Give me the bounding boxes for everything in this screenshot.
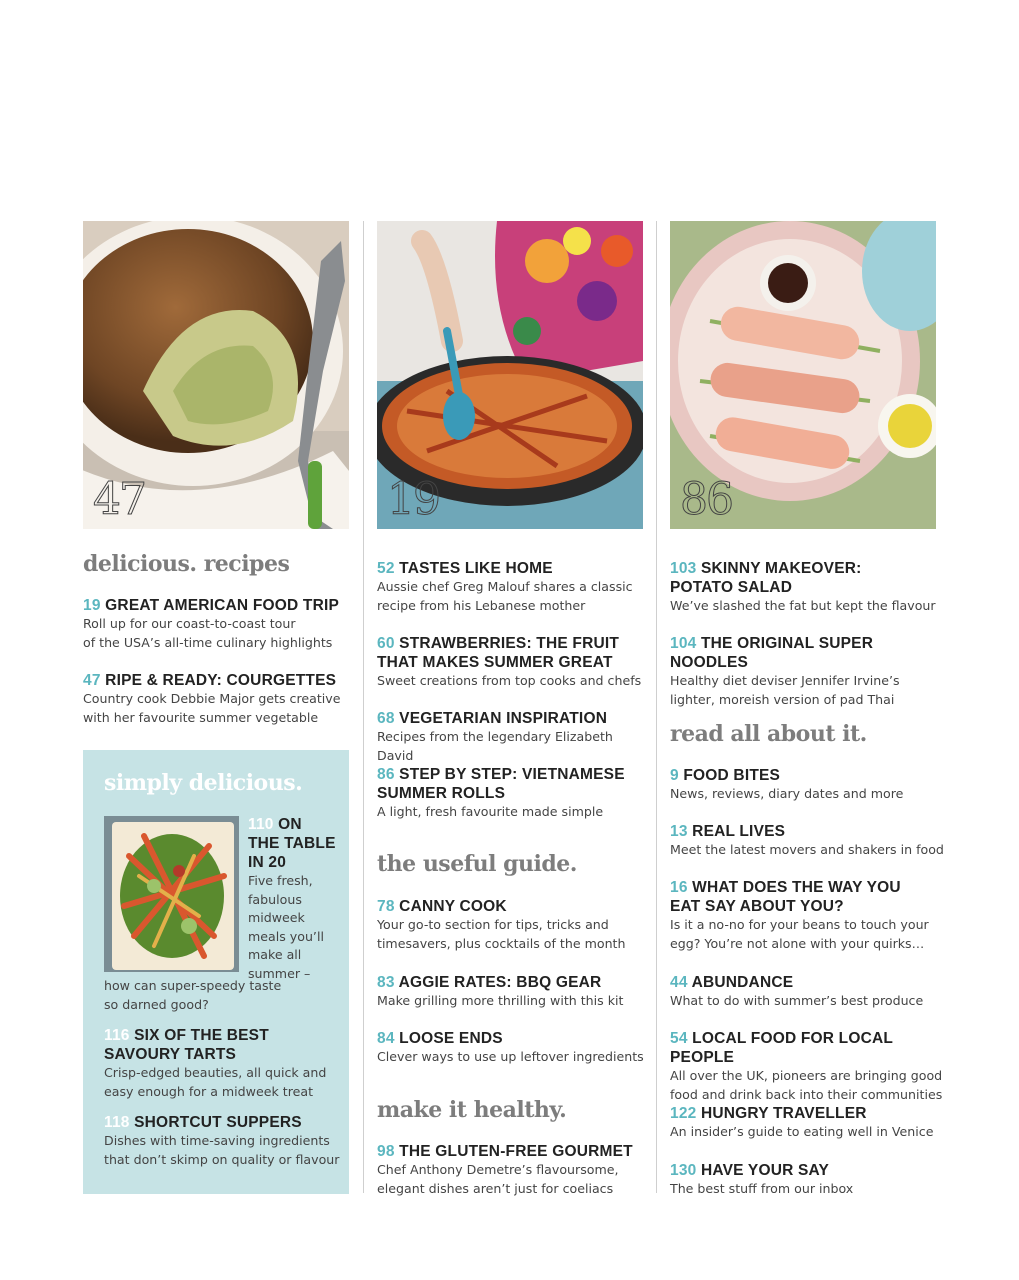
page-number: 44 <box>670 974 688 991</box>
page-number: 122 <box>670 1105 697 1122</box>
item-description-line: All over the UK, pioneers are bringing good <box>670 1068 943 1083</box>
section-title: make it healthy. <box>377 1097 567 1123</box>
item-description-line: Crisp-edged beauties, all quick and <box>104 1065 327 1080</box>
contents-item[interactable] <box>670 822 950 860</box>
page-number: 16 <box>670 879 688 896</box>
page-number-badge: 86 <box>680 474 732 525</box>
item-description-line: elegant dishes aren’t just for coeliacs <box>377 1180 614 1196</box>
item-title-line: LOCAL FOOD FOR LOCAL PEOPLE <box>670 1030 893 1066</box>
item-description-line: Dishes with time-saving ingredients <box>104 1133 330 1148</box>
contents-item[interactable] <box>670 973 950 1011</box>
item-title-line: SHORTCUT SUPPERS <box>134 1114 302 1131</box>
contents-item[interactable] <box>377 1029 652 1067</box>
page-number: 54 <box>670 1030 688 1047</box>
item-description-line: recipe from his Lebanese mother <box>377 597 586 613</box>
item-title-line: EAT SAY ABOUT YOU? <box>670 898 844 915</box>
page-number: 116 <box>104 1027 130 1044</box>
left-column <box>83 221 349 725</box>
contents-item[interactable] <box>377 559 652 615</box>
item-title-line: IN 20 <box>248 854 287 871</box>
feature-item[interactable] <box>248 815 343 983</box>
page-number: 13 <box>670 823 688 840</box>
middle-column <box>377 221 645 1196</box>
item-title-line: VEGETARIAN INSPIRATION <box>399 710 608 727</box>
item-title-line: THE ORIGINAL SUPER NOODLES <box>670 635 874 671</box>
item-title-line: STEP BY STEP: VIETNAMESE <box>399 766 625 783</box>
contents-item[interactable] <box>83 671 349 727</box>
item-title-line: SAVOURY TARTS <box>104 1046 237 1063</box>
item-title-line: THE GLUTEN-FREE GOURMET <box>399 1143 633 1160</box>
section-title: delicious. recipes <box>83 551 290 577</box>
item-description-line: easy enough for a midweek treat <box>104 1083 314 1099</box>
item-description-line: with her favourite summer vegetable <box>83 709 319 725</box>
item-title-line: LOOSE ENDS <box>399 1030 503 1047</box>
contents-item[interactable] <box>670 766 950 804</box>
item-description-line: fabulous <box>248 891 302 907</box>
item-title-line: TASTES LIKE HOME <box>399 560 553 577</box>
right-column <box>670 221 945 1196</box>
contents-item[interactable] <box>670 1104 950 1142</box>
contents-item[interactable] <box>104 1026 344 1101</box>
page-number-badge: 47 <box>93 474 145 525</box>
section-title: read all about it. <box>670 721 867 747</box>
item-description-line: food and drink back into their communities <box>670 1086 943 1102</box>
item-description-line: Roll up for our coast-to-coast tour <box>83 616 296 631</box>
item-description-line: Sweet creations from top cooks and chefs <box>377 673 642 688</box>
page-number-badge: 19 <box>387 474 439 525</box>
item-title-line: HUNGRY TRAVELLER <box>700 1105 867 1122</box>
item-description-line: Country cook Debbie Major gets creative <box>83 691 341 706</box>
page-number: 118 <box>104 1114 130 1131</box>
item-description-line: Healthy diet deviser Jennifer Irvine’s <box>670 673 900 688</box>
item-title-line: AGGIE RATES: BBQ GEAR <box>398 974 602 991</box>
item-title-line: HAVE YOUR SAY <box>700 1162 830 1179</box>
item-description-line: A light, fresh favourite made simple <box>377 804 604 819</box>
item-title-line: THAT MAKES SUMMER GREAT <box>377 654 613 671</box>
item-title-line: ABUNDANCE <box>691 974 794 991</box>
salad-thumbnail[interactable] <box>104 816 239 972</box>
contents-item[interactable] <box>670 1161 950 1199</box>
item-title: RIPE & READY: COURGETTES <box>105 672 337 689</box>
item-description-line: that don’t skimp on quality or flavour <box>104 1151 340 1167</box>
page-number: 104 <box>670 635 697 652</box>
page-number: 83 <box>377 974 395 991</box>
column-divider <box>363 221 364 1193</box>
item-title-line: SKINNY MAKEOVER: <box>700 560 862 577</box>
item-title-line: POTATO SALAD <box>670 579 793 596</box>
item-description-line: summer – <box>248 965 311 981</box>
item-description-line: lighter, moreish version of pad Thai <box>670 691 895 707</box>
item-title-line: REAL LIVES <box>692 823 786 840</box>
feature-item-continued <box>104 977 344 1014</box>
page-number: 98 <box>377 1143 395 1160</box>
item-description-line: how can super-speedy taste <box>104 978 282 993</box>
item-description-line: midweek <box>248 910 305 925</box>
item-description-line: Your go-to section for tips, tricks and <box>377 917 609 932</box>
item-description-line: Clever ways to use up leftover ingredients <box>377 1049 644 1064</box>
item-description-line: News, reviews, diary dates and more <box>670 786 904 801</box>
item-title-line: ON <box>278 816 302 833</box>
contents-item[interactable] <box>377 1142 652 1198</box>
page-number: 130 <box>670 1162 697 1179</box>
item-description-line: Make grilling more thrilling with this kit <box>377 993 624 1008</box>
item-description-line: make all <box>248 947 302 962</box>
item-title-line: WHAT DOES THE WAY YOU <box>692 879 901 896</box>
item-description-line: Aussie chef Greg Malouf shares a classic <box>377 579 633 594</box>
page-number: 19 <box>83 597 101 614</box>
column-divider <box>656 221 657 1193</box>
page-number: 52 <box>377 560 395 577</box>
contents-item[interactable] <box>670 634 950 709</box>
item-description-line: of the USA’s all-time culinary highlights <box>83 634 333 650</box>
item-description-line: What to do with summer’s best produce <box>670 993 924 1008</box>
item-description-line: timesavers, plus cocktails of the month <box>377 935 626 951</box>
item-description-line: meals you’ll <box>248 928 324 944</box>
page-number: 68 <box>377 710 395 727</box>
page-number: 84 <box>377 1030 395 1047</box>
contents-item[interactable] <box>377 897 652 953</box>
box-section-title: simply delicious. <box>104 770 303 796</box>
item-description-line: so darned good? <box>104 996 209 1012</box>
item-description-line: We’ve slashed the fat but kept the flavour <box>670 598 936 613</box>
item-title-line: SUMMER ROLLS <box>377 785 506 802</box>
item-description-line: Chef Anthony Demetre’s flavoursome, <box>377 1162 619 1177</box>
simply-delicious-box <box>83 750 349 1194</box>
contents-item[interactable] <box>83 596 349 652</box>
summer-rolls-photo[interactable] <box>670 221 936 529</box>
item-title-line: FOOD BITES <box>683 767 781 784</box>
item-title: GREAT AMERICAN FOOD TRIP <box>105 597 340 614</box>
item-description-line: Is it a no-no for your beans to touch your <box>670 917 929 932</box>
page-number: 78 <box>377 898 395 915</box>
souffle-photo[interactable] <box>83 221 349 529</box>
page-number: 47 <box>83 672 101 689</box>
section-title: the useful guide. <box>377 851 577 877</box>
contents-item[interactable] <box>670 559 950 616</box>
item-title-line: CANNY COOK <box>399 898 507 915</box>
item-description-line: The best stuff from our inbox <box>670 1181 854 1196</box>
contents-item[interactable] <box>377 973 652 1011</box>
page-number: 110 <box>248 816 274 833</box>
item-description-line: Meet the latest movers and shakers in food <box>670 842 944 857</box>
page-number: 86 <box>377 766 395 783</box>
item-description-line: egg? You’re not alone with your quirks… <box>670 935 925 951</box>
item-description-line: An insider’s guide to eating well in Venice <box>670 1124 934 1139</box>
contents-item[interactable] <box>670 1029 950 1104</box>
page-number: 9 <box>670 767 679 784</box>
contents-item[interactable] <box>104 1113 344 1169</box>
item-title-line: SIX OF THE BEST <box>134 1027 269 1044</box>
item-title-line: THE TABLE <box>248 835 336 852</box>
item-description-line: Recipes from the legendary Elizabeth David <box>377 729 613 763</box>
contents-item[interactable] <box>377 634 652 691</box>
item-title-line: STRAWBERRIES: THE FRUIT <box>399 635 620 652</box>
paella-photo[interactable] <box>377 221 643 529</box>
contents-item[interactable] <box>377 709 652 765</box>
contents-item[interactable] <box>670 878 950 953</box>
page-number: 60 <box>377 635 395 652</box>
item-description-line: Five fresh, <box>248 873 313 888</box>
page-number: 103 <box>670 560 697 577</box>
contents-item[interactable] <box>377 765 652 822</box>
